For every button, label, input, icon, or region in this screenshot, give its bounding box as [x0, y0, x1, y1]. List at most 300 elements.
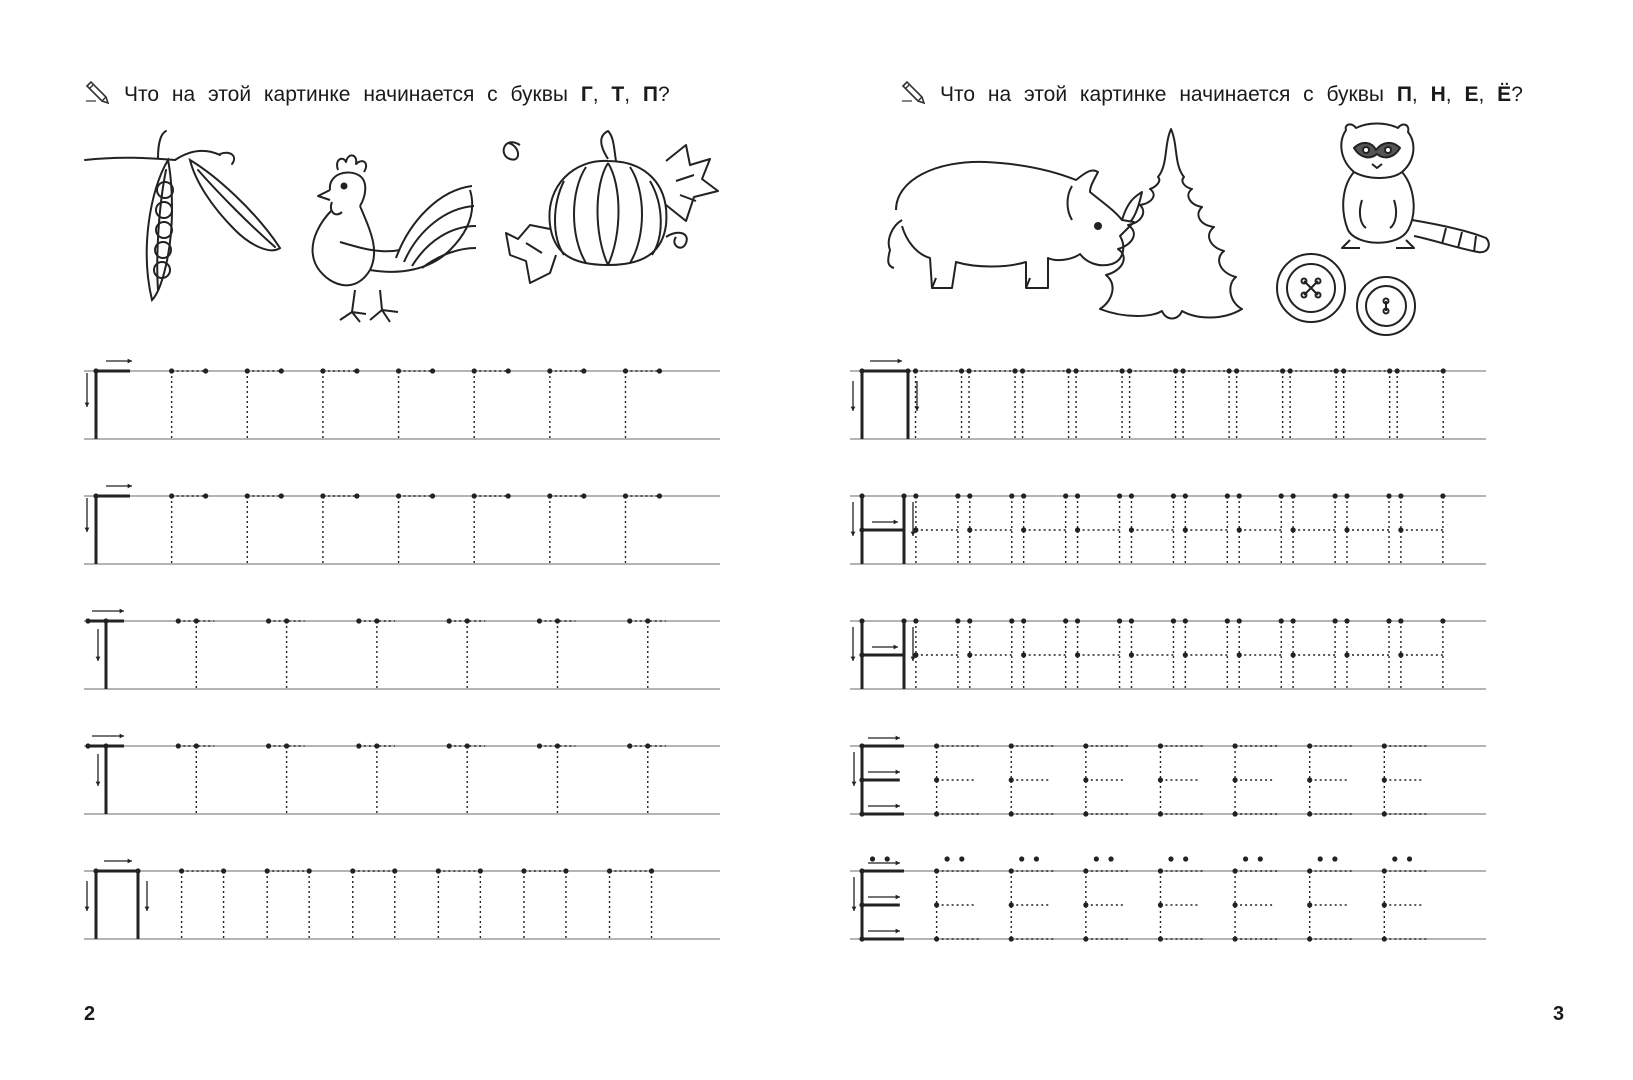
stroke-dot: [1168, 856, 1173, 861]
stroke-dot: [354, 493, 359, 498]
letter-trace: [1382, 856, 1427, 941]
stroke-dot: [465, 743, 470, 748]
letter-model: [85, 609, 124, 689]
stroke-dot: [1232, 936, 1237, 941]
letter-trace: [1083, 856, 1128, 941]
stroke-dot: [1291, 652, 1296, 657]
arrow-head: [851, 532, 856, 536]
letter-trace: [537, 618, 576, 689]
letter-trace: [1129, 493, 1176, 564]
letter-model: [85, 734, 124, 814]
letter-trace: [967, 493, 1014, 564]
stroke-dot: [901, 618, 906, 623]
stroke-dot: [1243, 856, 1248, 861]
stroke-dot: [436, 868, 441, 873]
stroke-dot: [1158, 811, 1163, 816]
stroke-dot: [284, 618, 289, 623]
stroke-dot: [1075, 618, 1080, 623]
stroke-dot: [1386, 618, 1391, 623]
stroke-dot: [1183, 856, 1188, 861]
letter-trace: [1129, 618, 1176, 689]
arrow-head: [96, 782, 101, 786]
stroke-dot: [1237, 527, 1242, 532]
stroke-dot: [913, 652, 918, 657]
stroke-dot: [1441, 368, 1446, 373]
stroke-dot: [934, 777, 939, 782]
stroke-dot: [934, 902, 939, 907]
letter-trace: [1307, 856, 1352, 941]
stroke-dot: [859, 743, 864, 748]
stroke-dot: [1012, 368, 1017, 373]
letter-trace: [1382, 743, 1427, 816]
arrow-head: [896, 895, 900, 900]
letter-trace: [176, 743, 215, 814]
stroke-dot: [396, 368, 401, 373]
letter-trace: [356, 743, 395, 814]
stroke-dot: [905, 368, 910, 373]
letter-trace: [1073, 368, 1124, 439]
stroke-dot: [374, 743, 379, 748]
letter-trace: [245, 368, 284, 439]
letter-model: [851, 359, 920, 439]
letter-trace: [179, 868, 226, 939]
stroke-dot: [859, 527, 864, 532]
letter-trace: [1234, 368, 1285, 439]
letter-trace: [1183, 618, 1230, 689]
stroke-dot: [913, 493, 918, 498]
stroke-dot: [627, 743, 632, 748]
letter-trace: [266, 618, 305, 689]
writing-row: [850, 493, 1486, 564]
page-number: 3: [1553, 1003, 1565, 1025]
letter: Н: [1430, 83, 1446, 106]
stroke-dot: [265, 868, 270, 873]
stroke-dot: [279, 493, 284, 498]
arrow-head: [145, 907, 150, 911]
stroke-dot: [1225, 618, 1230, 623]
stroke-dot: [934, 868, 939, 873]
stroke-dot: [1307, 868, 1312, 873]
stroke-dot: [1382, 743, 1387, 748]
stroke-dot: [967, 618, 972, 623]
letter: Е: [1464, 83, 1479, 106]
stroke-dot: [1237, 652, 1242, 657]
letter-model: [85, 859, 150, 939]
stroke-dot: [1318, 856, 1323, 861]
stroke-dot: [1333, 618, 1338, 623]
stroke-dot: [1173, 368, 1178, 373]
letter-trace: [1232, 743, 1277, 816]
stroke-dot: [472, 368, 477, 373]
stroke-dot: [913, 527, 918, 532]
right-page: [816, 0, 1633, 1080]
stroke-dot: [1129, 652, 1134, 657]
stroke-dot: [1021, 652, 1026, 657]
stroke-dot: [221, 868, 226, 873]
letter-trace: [266, 743, 305, 814]
stroke-dot: [1020, 368, 1025, 373]
stroke-dot: [447, 618, 452, 623]
stroke-dot: [1129, 493, 1134, 498]
stroke-dot: [1158, 743, 1163, 748]
stroke-dot: [1009, 618, 1014, 623]
letter-trace: [967, 618, 1014, 689]
letter-trace: [436, 868, 483, 939]
arrow-head: [851, 657, 856, 661]
stroke-dot: [1073, 368, 1078, 373]
stroke-dot: [103, 618, 108, 623]
arrow-head: [85, 907, 90, 911]
stroke-dot: [859, 811, 864, 816]
stroke-dot: [1382, 777, 1387, 782]
question-text: Что на этой картинке начинается с буквы: [940, 83, 1384, 106]
stroke-dot: [1279, 493, 1284, 498]
arrow-head: [896, 736, 900, 741]
letter-trace: [521, 868, 568, 939]
letter-trace: [1127, 368, 1178, 439]
arrow-head: [128, 859, 132, 864]
stroke-dot: [859, 493, 864, 498]
stroke-dot: [1227, 368, 1232, 373]
letter-trace: [1344, 493, 1391, 564]
stroke-dot: [1291, 618, 1296, 623]
letter-trace: [537, 743, 576, 814]
question-text: Что на этой картинке начинается с буквы: [124, 83, 568, 106]
stroke-dot: [1344, 527, 1349, 532]
writing-row: [84, 484, 720, 564]
stroke-dot: [859, 652, 864, 657]
stroke-dot: [1392, 856, 1397, 861]
arrow-head: [128, 484, 132, 489]
stroke-dot: [657, 493, 662, 498]
writing-row: [84, 359, 720, 439]
stroke-dot: [1307, 811, 1312, 816]
stroke-dot: [1129, 527, 1134, 532]
stroke-dot: [1232, 743, 1237, 748]
stroke-dot: [506, 368, 511, 373]
stroke-dot: [1158, 868, 1163, 873]
letter-trace: [966, 368, 1017, 439]
stroke-dot: [645, 743, 650, 748]
stroke-dot: [1063, 618, 1068, 623]
arrow-head: [120, 734, 124, 739]
stroke-dot: [1386, 493, 1391, 498]
stroke-dot: [1083, 811, 1088, 816]
stroke-dot: [1183, 493, 1188, 498]
stroke-dot: [1382, 868, 1387, 873]
stroke-dot: [1291, 493, 1296, 498]
writing-row: [850, 359, 1486, 439]
stroke-dot: [537, 618, 542, 623]
stroke-dot: [1307, 936, 1312, 941]
stroke-dot: [657, 368, 662, 373]
arrow-head: [896, 770, 900, 775]
letter-trace: [1021, 493, 1068, 564]
stroke-dot: [859, 868, 864, 873]
letter-trace: [472, 368, 511, 439]
stroke-dot: [1307, 743, 1312, 748]
stroke-dot: [967, 652, 972, 657]
stroke-dot: [1183, 527, 1188, 532]
letter-trace: [447, 618, 486, 689]
stroke-dot: [1083, 777, 1088, 782]
stroke-dot: [1291, 527, 1296, 532]
arrow-head: [96, 657, 101, 661]
letter-trace: [1183, 493, 1230, 564]
page-number: 2: [84, 1003, 96, 1025]
letter-trace: [1237, 618, 1284, 689]
stroke-dot: [1398, 527, 1403, 532]
stroke-dot: [1183, 652, 1188, 657]
writing-row: [84, 734, 720, 814]
stroke-dot: [1382, 811, 1387, 816]
letter-trace: [169, 368, 208, 439]
arrow-head: [852, 907, 857, 911]
stroke-dot: [1234, 368, 1239, 373]
stroke-dot: [1333, 493, 1338, 498]
letter-trace: [1009, 856, 1054, 941]
stroke-dot: [179, 868, 184, 873]
stroke-dot: [581, 368, 586, 373]
letter-trace: [623, 368, 662, 439]
letter-model: [851, 618, 916, 689]
stroke-dot: [859, 618, 864, 623]
stroke-dot: [1258, 856, 1263, 861]
stroke-dot: [169, 493, 174, 498]
stroke-dot: [1440, 618, 1445, 623]
arrow-head: [896, 929, 900, 934]
stroke-dot: [1225, 493, 1230, 498]
stroke-dot: [521, 868, 526, 873]
stroke-dot: [959, 856, 964, 861]
stroke-dot: [623, 368, 628, 373]
stroke-dot: [1083, 868, 1088, 873]
stroke-dot: [1083, 902, 1088, 907]
stroke-dot: [176, 743, 181, 748]
question-mark: ?: [1511, 83, 1523, 106]
arrow-head: [896, 861, 900, 866]
letter-trace: [1291, 618, 1338, 689]
stroke-dot: [356, 618, 361, 623]
stroke-dot: [1280, 368, 1285, 373]
stroke-dot: [1117, 618, 1122, 623]
writing-rows-left: [0, 0, 816, 1080]
stroke-dot: [859, 902, 864, 907]
arrow-head: [894, 645, 898, 650]
stroke-dot: [1009, 902, 1014, 907]
stroke-dot: [966, 368, 971, 373]
letter-trace: [1181, 368, 1232, 439]
letter-trace: [1398, 618, 1445, 689]
letter-trace: [627, 743, 666, 814]
stroke-dot: [1009, 743, 1014, 748]
stroke-dot: [1019, 856, 1024, 861]
stroke-dot: [1158, 936, 1163, 941]
stroke-dot: [1171, 618, 1176, 623]
stroke-dot: [1075, 493, 1080, 498]
letter-trace: [1083, 743, 1128, 816]
letter-trace: [1291, 493, 1338, 564]
stroke-dot: [1075, 652, 1080, 657]
stroke-dot: [1127, 368, 1132, 373]
letter-trace: [627, 618, 666, 689]
stroke-dot: [350, 868, 355, 873]
letter-trace: [1395, 368, 1446, 439]
stroke-dot: [1021, 493, 1026, 498]
arrow-head: [120, 609, 124, 614]
stroke-dot: [1382, 902, 1387, 907]
stroke-dot: [1232, 902, 1237, 907]
letter-trace: [320, 368, 359, 439]
stroke-dot: [547, 368, 552, 373]
arrow-head: [851, 407, 856, 411]
writing-row: [84, 609, 720, 689]
stroke-dot: [1083, 743, 1088, 748]
letter-trace: [1021, 618, 1068, 689]
stroke-dot: [266, 743, 271, 748]
stroke-dot: [320, 493, 325, 498]
stroke-dot: [1398, 493, 1403, 498]
stroke-dot: [1237, 493, 1242, 498]
stroke-dot: [870, 856, 875, 861]
arrow-head: [898, 359, 902, 364]
stroke-dot: [901, 493, 906, 498]
stroke-dot: [1307, 902, 1312, 907]
stroke-dot: [194, 618, 199, 623]
stroke-dot: [203, 493, 208, 498]
stroke-dot: [1341, 368, 1346, 373]
stroke-dot: [649, 868, 654, 873]
letter-trace: [913, 368, 964, 439]
stroke-dot: [1440, 493, 1445, 498]
stroke-dot: [266, 618, 271, 623]
stroke-dot: [537, 743, 542, 748]
stroke-dot: [1066, 368, 1071, 373]
letter-trace: [1020, 368, 1071, 439]
letter-trace: [396, 493, 435, 564]
stroke-dot: [645, 618, 650, 623]
question-right: Что на этой картинке начинается с буквы П, Н, Е, Ё?: [900, 80, 1600, 108]
letter-model: [851, 493, 916, 564]
letter-trace: [913, 618, 960, 689]
stroke-dot: [1021, 527, 1026, 532]
letter-model: [852, 856, 904, 941]
letter: Т: [611, 83, 625, 106]
stroke-dot: [913, 368, 918, 373]
letter: П: [1396, 83, 1412, 106]
stroke-dot: [1129, 618, 1134, 623]
letter-trace: [176, 618, 215, 689]
question-mark: ?: [658, 83, 670, 106]
arrow-head: [85, 528, 90, 532]
stroke-dot: [1344, 618, 1349, 623]
stroke-dot: [85, 743, 90, 748]
letter-trace: [934, 743, 979, 816]
stroke-dot: [555, 743, 560, 748]
stroke-dot: [1237, 618, 1242, 623]
stroke-dot: [1063, 493, 1068, 498]
stroke-dot: [430, 368, 435, 373]
arrow-head: [85, 403, 90, 407]
stroke-dot: [555, 618, 560, 623]
stroke-dot: [1395, 368, 1400, 373]
stroke-dot: [1183, 618, 1188, 623]
letter-trace: [245, 493, 284, 564]
writing-row: [850, 618, 1486, 689]
stroke-dot: [1171, 493, 1176, 498]
stroke-dot: [1232, 811, 1237, 816]
stroke-dot: [1387, 368, 1392, 373]
letter-trace: [320, 493, 359, 564]
stroke-dot: [1288, 368, 1293, 373]
stroke-dot: [374, 618, 379, 623]
stroke-dot: [1009, 868, 1014, 873]
stroke-dot: [430, 493, 435, 498]
stroke-dot: [1279, 618, 1284, 623]
letter-trace: [1009, 743, 1054, 816]
stroke-dot: [194, 743, 199, 748]
letter-trace: [472, 493, 511, 564]
stroke-dot: [169, 368, 174, 373]
stroke-dot: [93, 368, 98, 373]
stroke-dot: [392, 868, 397, 873]
stroke-dot: [1407, 856, 1412, 861]
letter-trace: [547, 493, 586, 564]
writing-row: [850, 736, 1486, 817]
letter-trace: [1075, 493, 1122, 564]
stroke-dot: [934, 811, 939, 816]
writing-row: [850, 856, 1486, 941]
stroke-dot: [955, 618, 960, 623]
stroke-dot: [859, 777, 864, 782]
letter-trace: [1158, 856, 1203, 941]
stroke-dot: [1009, 493, 1014, 498]
arrow-head: [896, 804, 900, 809]
stroke-dot: [1021, 618, 1026, 623]
stroke-dot: [627, 618, 632, 623]
stroke-dot: [967, 527, 972, 532]
writing-rows-right: [816, 0, 1633, 1080]
stroke-dot: [1108, 856, 1113, 861]
letter-trace: [1237, 493, 1284, 564]
stroke-dot: [245, 368, 250, 373]
letter-trace: [356, 618, 395, 689]
stroke-dot: [1232, 777, 1237, 782]
writing-row: [84, 859, 720, 939]
stroke-dot: [354, 368, 359, 373]
stroke-dot: [176, 618, 181, 623]
stroke-dot: [1009, 811, 1014, 816]
stroke-dot: [447, 743, 452, 748]
stroke-dot: [506, 493, 511, 498]
stroke-dot: [478, 868, 483, 873]
stroke-dot: [1181, 368, 1186, 373]
stroke-dot: [1158, 777, 1163, 782]
stroke-dot: [1083, 936, 1088, 941]
letter-trace: [1288, 368, 1339, 439]
letter-trace: [1232, 856, 1277, 941]
stroke-dot: [945, 856, 950, 861]
stroke-dot: [959, 368, 964, 373]
letter-trace: [1344, 618, 1391, 689]
stroke-dot: [1398, 618, 1403, 623]
stroke-dot: [859, 936, 864, 941]
stroke-dot: [203, 368, 208, 373]
letter-trace: [607, 868, 654, 939]
stroke-dot: [356, 743, 361, 748]
left-page: [0, 0, 816, 1080]
stroke-dot: [1094, 856, 1099, 861]
